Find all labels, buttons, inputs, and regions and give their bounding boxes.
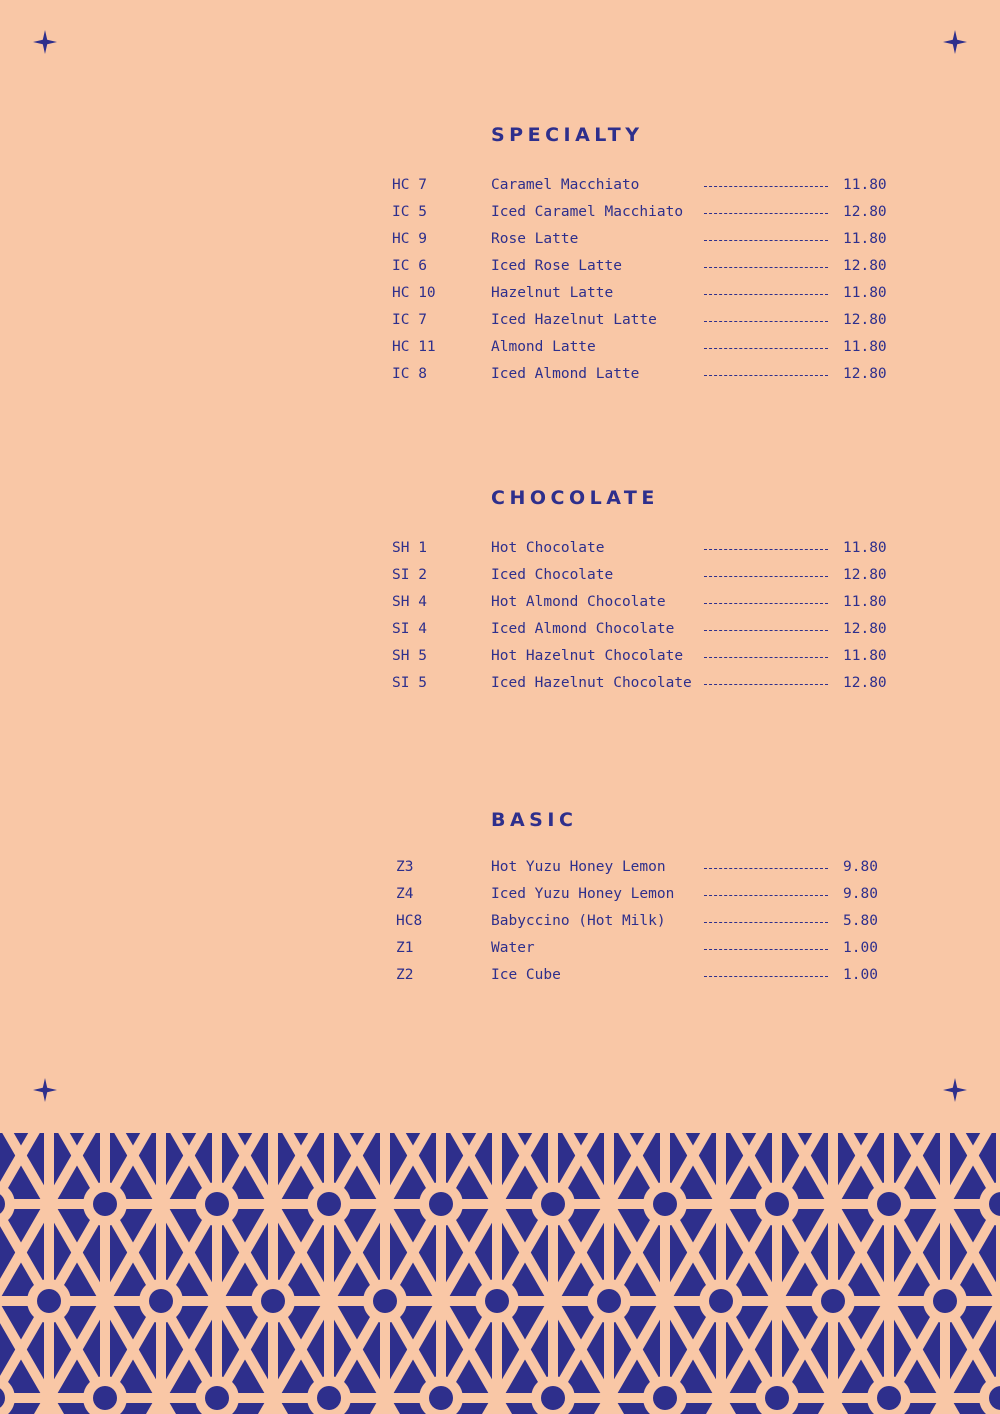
item-code: IC 5 — [392, 204, 427, 220]
item-code: SH 1 — [392, 540, 427, 556]
menu-item — [392, 361, 912, 388]
item-name: Iced Caramel Macchiato — [491, 204, 684, 220]
item-name: Iced Hazelnut Latte — [491, 312, 657, 328]
menu-item — [392, 535, 912, 562]
item-code: Z1 — [396, 940, 414, 956]
item-name: Almond Latte — [491, 339, 596, 355]
item-name: Hot Hazelnut Chocolate — [491, 648, 684, 664]
item-code: Z3 — [396, 859, 414, 875]
item-code: SH 5 — [392, 648, 427, 664]
dotted-leader — [704, 976, 828, 977]
item-price: 9.80 — [843, 859, 878, 875]
item-code: SH 4 — [392, 594, 427, 610]
menu-item — [392, 307, 912, 334]
item-price: 12.80 — [843, 621, 887, 637]
dotted-leader — [704, 684, 828, 685]
section-title: SPECIALTY — [491, 124, 644, 146]
item-price: 11.80 — [843, 231, 887, 247]
item-price: 12.80 — [843, 312, 887, 328]
item-price: 12.80 — [843, 675, 887, 691]
dotted-leader — [704, 294, 828, 295]
item-code: SI 2 — [392, 567, 427, 583]
item-name: Rose Latte — [491, 231, 579, 247]
item-code: HC 7 — [392, 177, 427, 193]
item-price: 11.80 — [843, 285, 887, 301]
item-name: Iced Chocolate — [491, 567, 614, 583]
menu-item — [392, 643, 912, 670]
item-name: Ice Cube — [491, 967, 561, 983]
item-price: 12.80 — [843, 567, 887, 583]
item-price: 12.80 — [843, 258, 887, 274]
dotted-leader — [704, 375, 828, 376]
item-price: 11.80 — [843, 177, 887, 193]
item-code: HC 11 — [392, 339, 436, 355]
item-code: SI 5 — [392, 675, 427, 691]
item-name: Water — [491, 940, 535, 956]
item-price: 11.80 — [843, 540, 887, 556]
item-price: 11.80 — [843, 594, 887, 610]
dotted-leader — [704, 240, 828, 241]
item-name: Iced Hazelnut Chocolate — [491, 675, 692, 691]
menu-list — [392, 535, 912, 697]
dotted-leader — [704, 949, 828, 950]
item-name: Hot Almond Chocolate — [491, 594, 666, 610]
menu-item — [392, 280, 912, 307]
item-code: Z2 — [396, 967, 414, 983]
item-price: 1.00 — [843, 940, 878, 956]
item-code: IC 7 — [392, 312, 427, 328]
dotted-leader — [704, 267, 828, 268]
dotted-leader — [704, 922, 828, 923]
menu-item — [392, 172, 912, 199]
item-name: Iced Rose Latte — [491, 258, 622, 274]
dotted-leader — [704, 321, 828, 322]
menu-item — [392, 962, 912, 989]
menu-list — [392, 172, 912, 388]
item-price: 12.80 — [843, 366, 887, 382]
menu-item — [392, 253, 912, 280]
item-price: 11.80 — [843, 648, 887, 664]
menu-item — [392, 562, 912, 589]
item-name: Iced Almond Chocolate — [491, 621, 675, 637]
four-point-star-icon — [943, 1078, 967, 1102]
item-price: 1.00 — [843, 967, 878, 983]
item-price: 5.80 — [843, 913, 878, 929]
menu-list — [392, 854, 912, 989]
item-name: Iced Yuzu Honey Lemon — [491, 886, 675, 902]
item-name: Hot Yuzu Honey Lemon — [491, 859, 666, 875]
dotted-leader — [704, 868, 828, 869]
dotted-leader — [704, 549, 828, 550]
menu-item — [392, 589, 912, 616]
item-code: SI 4 — [392, 621, 427, 637]
menu-item — [392, 881, 912, 908]
section-title: CHOCOLATE — [491, 487, 659, 509]
menu-item — [392, 935, 912, 962]
menu-item — [392, 854, 912, 881]
menu-item — [392, 616, 912, 643]
item-name: Hazelnut Latte — [491, 285, 614, 301]
section-title: BASIC — [491, 809, 578, 831]
menu-item — [392, 226, 912, 253]
item-name: Hot Chocolate — [491, 540, 605, 556]
item-code: HC8 — [396, 913, 423, 929]
dotted-leader — [704, 213, 828, 214]
dotted-leader — [704, 895, 828, 896]
item-price: 12.80 — [843, 204, 887, 220]
item-price: 11.80 — [843, 339, 887, 355]
dotted-leader — [704, 348, 828, 349]
four-point-star-icon — [33, 30, 57, 54]
asanoha-pattern-band — [0, 1133, 1000, 1414]
item-name: Caramel Macchiato — [491, 177, 640, 193]
item-price: 9.80 — [843, 886, 878, 902]
item-name: Iced Almond Latte — [491, 366, 640, 382]
dotted-leader — [704, 603, 828, 604]
item-name: Babyccino (Hot Milk) — [491, 913, 666, 929]
item-code: HC 9 — [392, 231, 427, 247]
dotted-leader — [704, 630, 828, 631]
menu-item — [392, 908, 912, 935]
four-point-star-icon — [943, 30, 967, 54]
menu-item — [392, 199, 912, 226]
item-code: IC 8 — [392, 366, 427, 382]
menu-item — [392, 670, 912, 697]
dotted-leader — [704, 186, 828, 187]
item-code: HC 10 — [392, 285, 436, 301]
dotted-leader — [704, 576, 828, 577]
four-point-star-icon — [33, 1078, 57, 1102]
item-code: IC 6 — [392, 258, 427, 274]
menu-item — [392, 334, 912, 361]
item-code: Z4 — [396, 886, 414, 902]
dotted-leader — [704, 657, 828, 658]
